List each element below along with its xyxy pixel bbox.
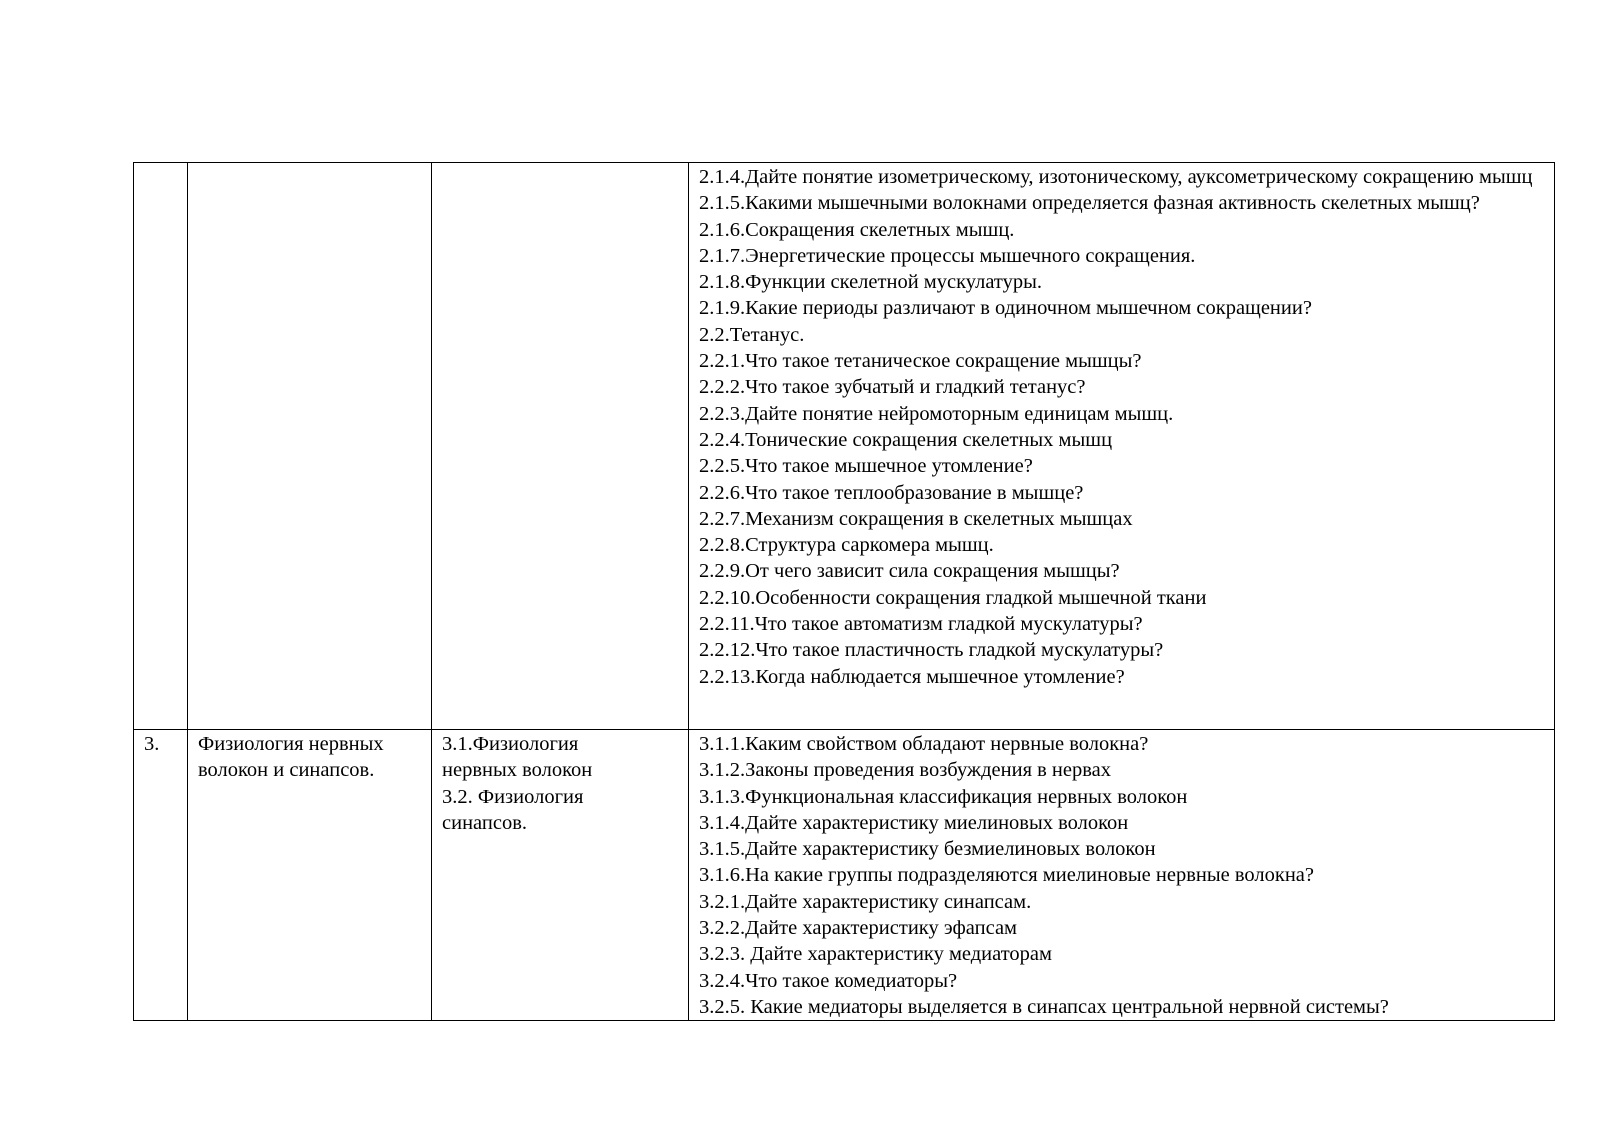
questions-cell (689, 730, 1555, 1021)
table-row (134, 730, 1555, 1021)
question-item: 2.2.Тетанус. (699, 323, 805, 346)
row-number: 3. (144, 733, 160, 755)
question-item: 3.1.4.Дайте характеристику миелиновых волокон (699, 811, 1129, 834)
question-list (699, 731, 1548, 1020)
subtopic-line: 3.2. Физиология (442, 785, 584, 808)
question-item: 2.2.2.Что такое зубчатый и гладкий тетанус? (699, 376, 1086, 399)
question-item: 2.1.8.Функции скелетной мускулатуры. (699, 271, 1043, 294)
question-list (699, 164, 1548, 690)
question-item: 2.2.7.Механизм сокращения в скелетных мышцах (699, 507, 1133, 530)
row-number-cell (134, 730, 188, 1021)
question-item: 2.2.1.Что такое тетаническое сокращение мышцы? (699, 350, 1142, 373)
question-item: 3.1.2.Законы проведения возбуждения в нервах (699, 759, 1112, 782)
questions-table (133, 162, 1555, 1021)
question-item: 2.1.4.Дайте понятие изометрическому, изотоническому, ауксометрическому сокращению мышц (699, 166, 1533, 188)
question-item: 3.1.3.Функциональная классификация нервных волокон (699, 785, 1188, 808)
topic-cell (188, 163, 432, 730)
questions-cell (689, 163, 1555, 730)
question-item: 3.2.1.Дайте характеристику синапсам. (699, 890, 1032, 913)
question-item: 2.2.5.Что такое мышечное утомление? (699, 455, 1033, 478)
subtopic-line: нервных волокон (442, 759, 593, 782)
question-item: 3.2.3. Дайте характеристику медиаторам (699, 943, 1052, 966)
question-item: 3.1.6.На какие группы подразделяются миелиновые нервные волокна? (699, 864, 1314, 887)
topic-line: Физиология нервных (198, 733, 384, 755)
question-item: 2.2.4.Тонические сокращения скелетных мышц (699, 428, 1113, 451)
question-item: 2.2.12.Что такое пластичность гладкой мускулатуры? (699, 639, 1164, 662)
topic-cell (188, 730, 432, 1021)
question-item: 3.1.5.Дайте характеристику безмиелиновых волокон (699, 838, 1156, 861)
question-item: 2.2.8.Структура саркомера мышц. (699, 534, 994, 557)
question-item: 2.1.6.Сокращения скелетных мышц. (699, 218, 1015, 241)
question-item: 3.2.2.Дайте характеристику эфапсам (699, 917, 1018, 940)
question-item: 2.2.6.Что такое теплообразование в мышце? (699, 481, 1084, 504)
question-item: 2.1.9.Какие периоды различают в одиночном мышечном сокращении? (699, 297, 1312, 320)
topic-line: волокон и синапсов. (198, 759, 375, 782)
question-item: 2.2.13.Когда наблюдается мышечное утомление? (699, 665, 1125, 688)
subtopic-cell (432, 163, 689, 730)
question-item: 2.2.10.Особенности сокращения гладкой мышечной ткани (699, 586, 1207, 609)
question-item: 3.2.4.Что такое комедиаторы? (699, 969, 958, 992)
subtopic-cell (432, 730, 689, 1021)
question-item: 2.2.9.От чего зависит сила сокращения мышцы? (699, 560, 1120, 583)
subtopic-line: 3.1.Физиология (442, 733, 579, 755)
question-item: 3.1.1.Каким свойством обладают нервные волокна? (699, 733, 1149, 755)
question-item: 2.2.11.Что такое автоматизм гладкой мускулатуры? (699, 613, 1143, 636)
table-row (134, 163, 1555, 730)
question-item: 2.2.3.Дайте понятие нейромоторным единицам мышц. (699, 402, 1174, 425)
subtopic-line: синапсов. (442, 811, 527, 834)
row-number-cell (134, 163, 188, 730)
question-item: 2.1.7.Энергетические процессы мышечного сокращения. (699, 244, 1196, 267)
question-item: 3.2.5. Какие медиаторы выделяется в синапсах центральной нервной системы? (699, 995, 1389, 1018)
question-item: 2.1.5.Какими мышечными волокнами определяется фазная активность скелетных мышц? (699, 192, 1480, 215)
